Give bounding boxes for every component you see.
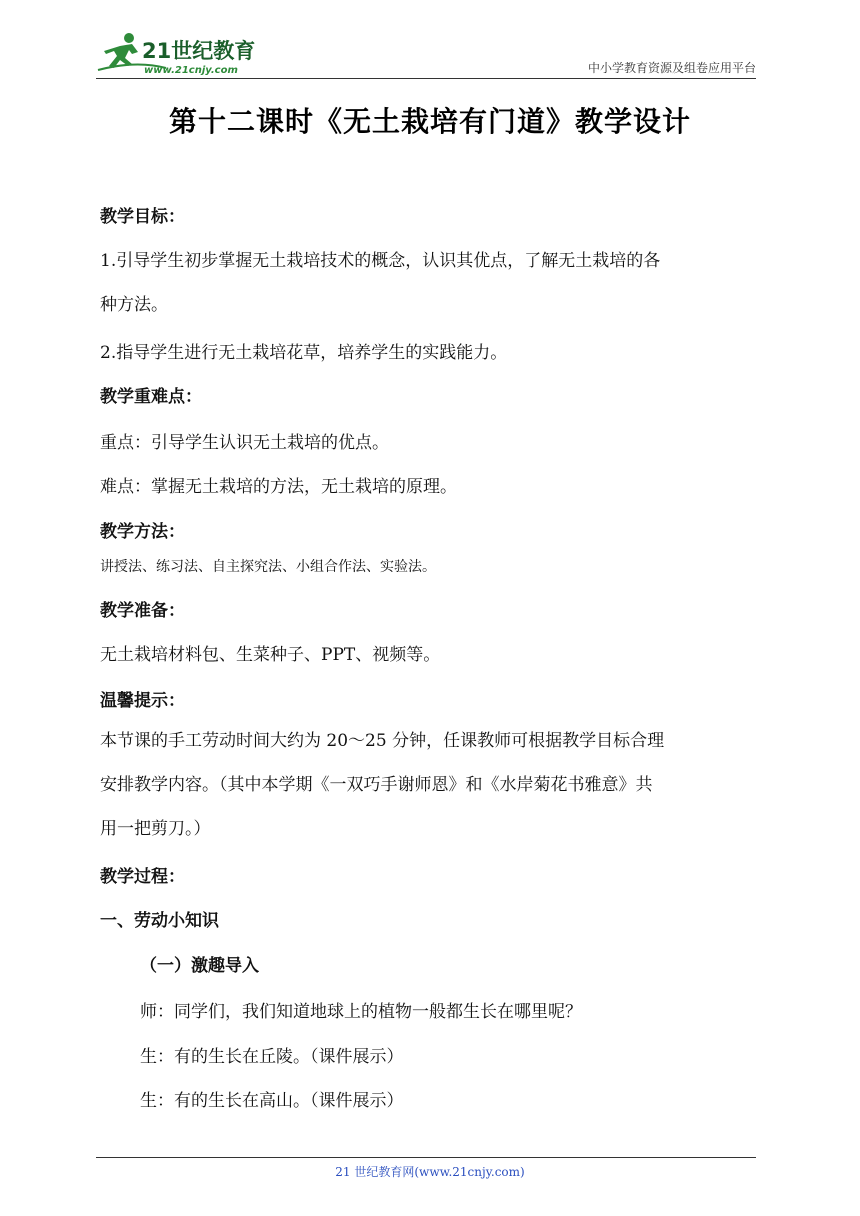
part-1-heading: 一、劳动小知识 — [100, 911, 219, 931]
methods-text: 讲授法、练习法、自主探究法、小组合作法、实验法。 — [100, 559, 436, 575]
tips-line-3: 用一把剪刀。） — [100, 819, 211, 839]
preparation-text: 无土栽培材料包、生菜种子、PPT、视频等。 — [100, 645, 441, 665]
difficult-point: 难点：掌握无土栽培的方法，无土栽培的原理。 — [100, 477, 457, 497]
methods-heading: 教学方法： — [100, 522, 185, 542]
platform-name: 中小学教育资源及组卷应用平台 — [587, 61, 756, 75]
subsection-1-heading: （一）激趣导入 — [140, 956, 259, 976]
process-heading: 教学过程： — [100, 867, 185, 887]
dialog-line-2: 生：有的生长在丘陵。（课件展示） — [140, 1047, 404, 1067]
logo-21cnjy — [96, 30, 266, 78]
goal-2: 2.指导学生进行无土栽培花草，培养学生的实践能力。 — [100, 343, 508, 363]
tips-heading: 温馨提示： — [100, 691, 185, 711]
tips-line-2: 安排教学内容。（其中本学期《一双巧手谢师恩》和《水岸菊花书雅意》共 — [100, 775, 653, 795]
dialog-line-3: 生：有的生长在高山。（课件展示） — [140, 1091, 404, 1111]
logo-brand-text: 21世纪教育 — [142, 39, 256, 63]
footer-divider — [96, 1157, 756, 1158]
page-title: 第十二课时《无土栽培有门道》教学设计 — [168, 105, 691, 138]
preparation-heading: 教学准备： — [100, 601, 185, 621]
dialog-line-1: 师：同学们，我们知道地球上的植物一般都生长在哪里呢？ — [140, 1002, 582, 1022]
goal-1-line-2: 种方法。 — [100, 295, 168, 315]
logo-url-text: www.21cnjy.com — [144, 65, 238, 76]
key-point: 重点：引导学生认识无土栽培的优点。 — [100, 433, 389, 453]
page-header — [96, 30, 756, 80]
tips-line-1: 本节课的手工劳动时间大约为 20～25 分钟，任课教师可根据教学目标合理 — [100, 731, 665, 751]
goals-heading: 教学目标： — [100, 207, 185, 227]
footer-link[interactable]: 21 世纪教育网(www.21cnjy.com) — [335, 1165, 525, 1179]
header-divider — [96, 78, 756, 79]
goal-1-line-1: 1.引导学生初步掌握无土栽培技术的概念，认识其优点，了解无土栽培的各 — [100, 251, 661, 271]
runner-icon — [104, 33, 138, 68]
key-points-heading: 教学重难点： — [100, 387, 202, 407]
